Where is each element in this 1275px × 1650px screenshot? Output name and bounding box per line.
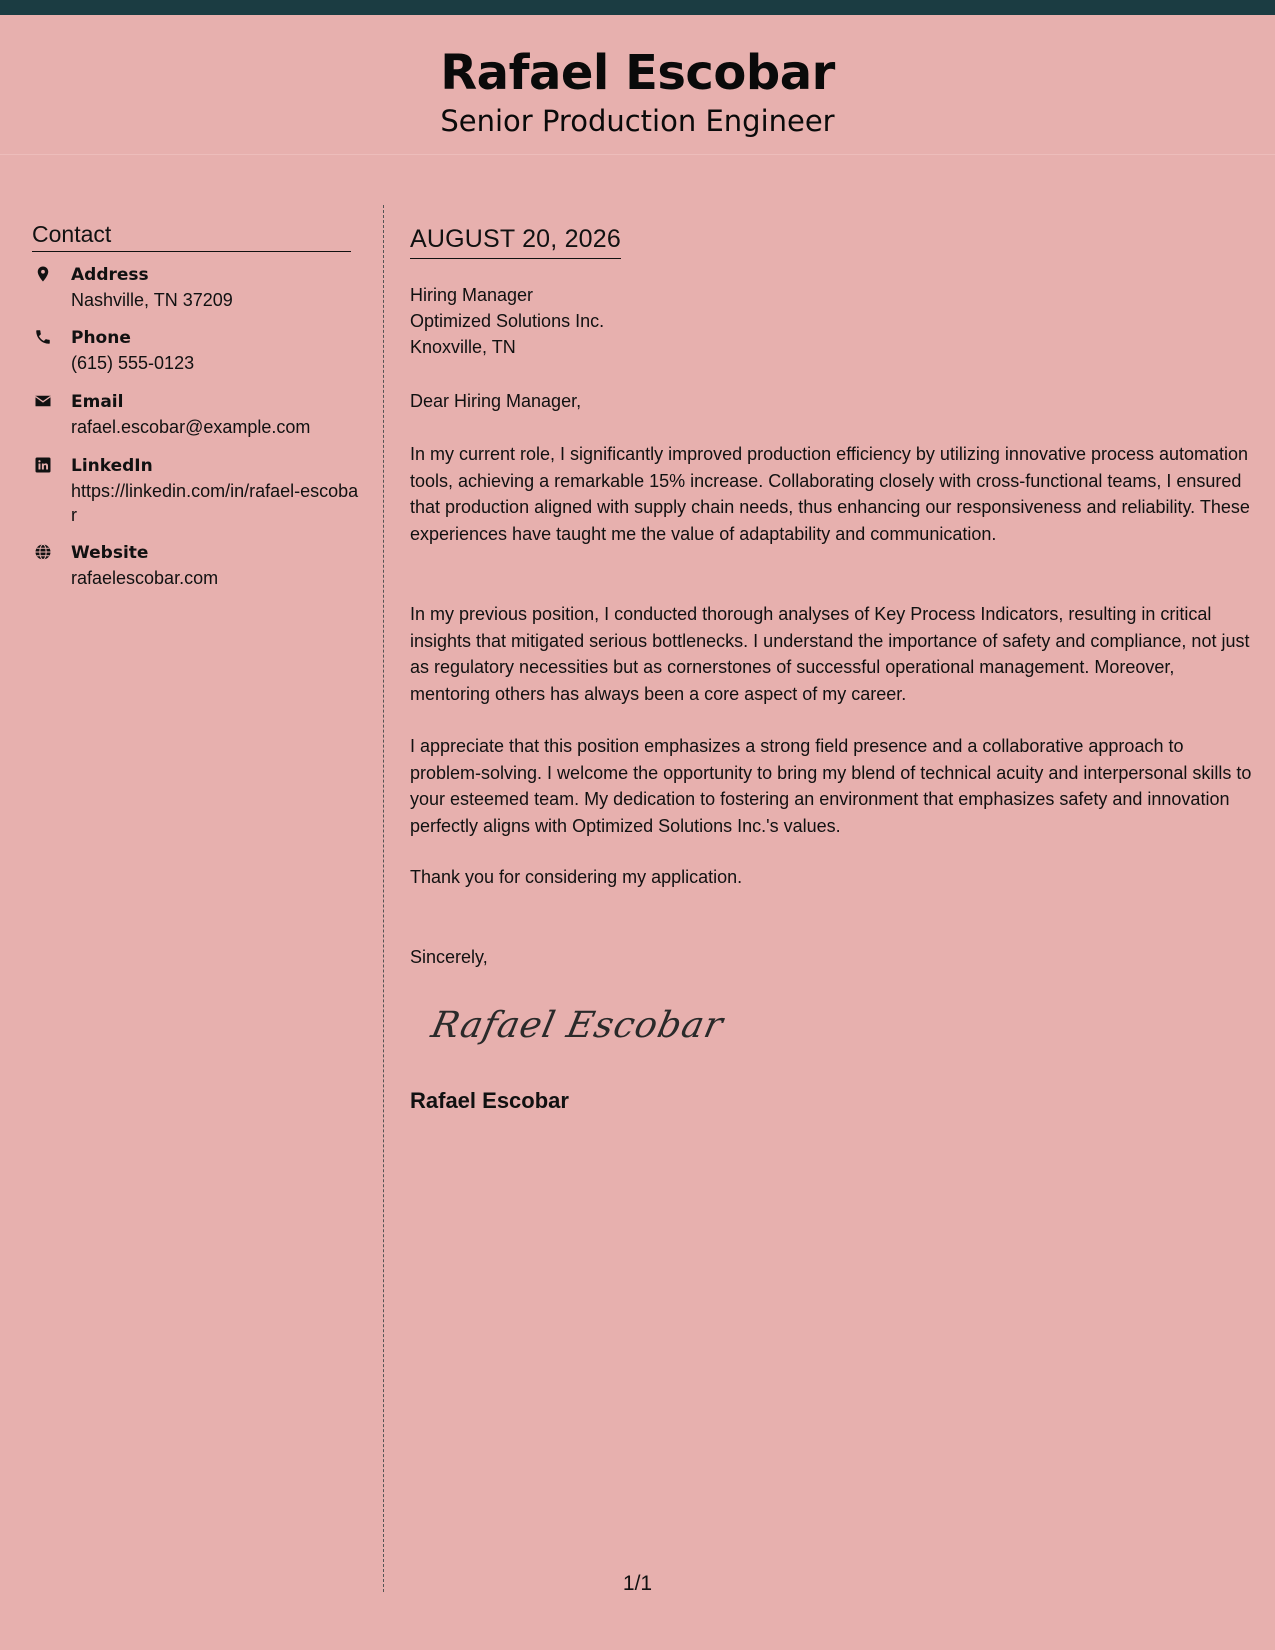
job-title: Senior Production Engineer [440, 104, 835, 138]
letter-date: AUGUST 20, 2026 [410, 222, 621, 259]
letter-paragraph: In my previous position, I conducted thorough analyses of Key Process Indicators, resulting in critical insights that mitigated serious bottlenecks. I understand the importance of safety and compliance, not just as regulatory necessities but as cornerstones of successful operational management. Moreover, mentoring others has always been a core aspect of my career. [410, 604, 1250, 704]
resume-header [0, 15, 1275, 155]
contact-label: Website [71, 543, 149, 563]
contact-heading: Contact [32, 219, 351, 252]
letter-paragraph: I appreciate that this position emphasizes a strong field presence and a collaborative approach to problem-solving. I welcome the opportunity to bring my blend of technical acuity and interpersonal skills to your esteemed team. My dedication to fostering an environment that emphasizes safety and innovation perfectly aligns with Optimized Solutions Inc.'s values. [410, 736, 1252, 836]
contact-value[interactable]: rafael.escobar@example.com [71, 417, 311, 437]
contact-label: Address [71, 265, 149, 285]
phone-icon [34, 328, 52, 346]
contact-value: Nashville, TN 37209 [71, 290, 233, 310]
recipient-block [410, 282, 604, 360]
contact-label: Email [71, 392, 124, 412]
svg-text:Rafael Escobar: Rafael Escobar [427, 1003, 728, 1046]
page-number: 1/1 [622, 1572, 653, 1595]
contact-label: LinkedIn [71, 456, 153, 476]
contact-value[interactable]: https://linkedin.com/in/rafael-escobar [71, 481, 359, 525]
handwritten-signature [425, 993, 728, 1058]
contact-value: (615) 555-0123 [71, 353, 195, 373]
map-pin-icon [34, 265, 52, 283]
linkedin-icon [34, 456, 52, 474]
contact-label: Phone [71, 328, 131, 348]
signed-name: Rafael Escobar [410, 1088, 569, 1113]
applicant-name: Rafael Escobar [440, 45, 835, 101]
salutation: Dear Hiring Manager, [410, 391, 582, 411]
globe-icon [34, 543, 52, 561]
contact-value[interactable]: rafaelescobar.com [71, 568, 219, 588]
envelope-icon [34, 392, 52, 410]
letter-paragraph: Thank you for considering my application. [410, 867, 743, 887]
recipient-line: Knoxville, TN [410, 337, 516, 357]
recipient-line: Hiring Manager [410, 285, 534, 305]
top-accent-bar [0, 0, 1275, 15]
column-divider [383, 205, 384, 1592]
letter-paragraph: In my current role, I significantly improved production efficiency by utilizing innovative process automation tools, achieving a remarkable 15% increase. Collaborating closely with cross-functional teams, I ensured that production aligned with supply chain needs, thus enhancing our responsiveness and reliability. These experiences have taught me the value of adaptability and communication. [410, 444, 1250, 544]
closing: Sincerely, [410, 947, 488, 967]
recipient-line: Optimized Solutions Inc. [410, 311, 605, 331]
